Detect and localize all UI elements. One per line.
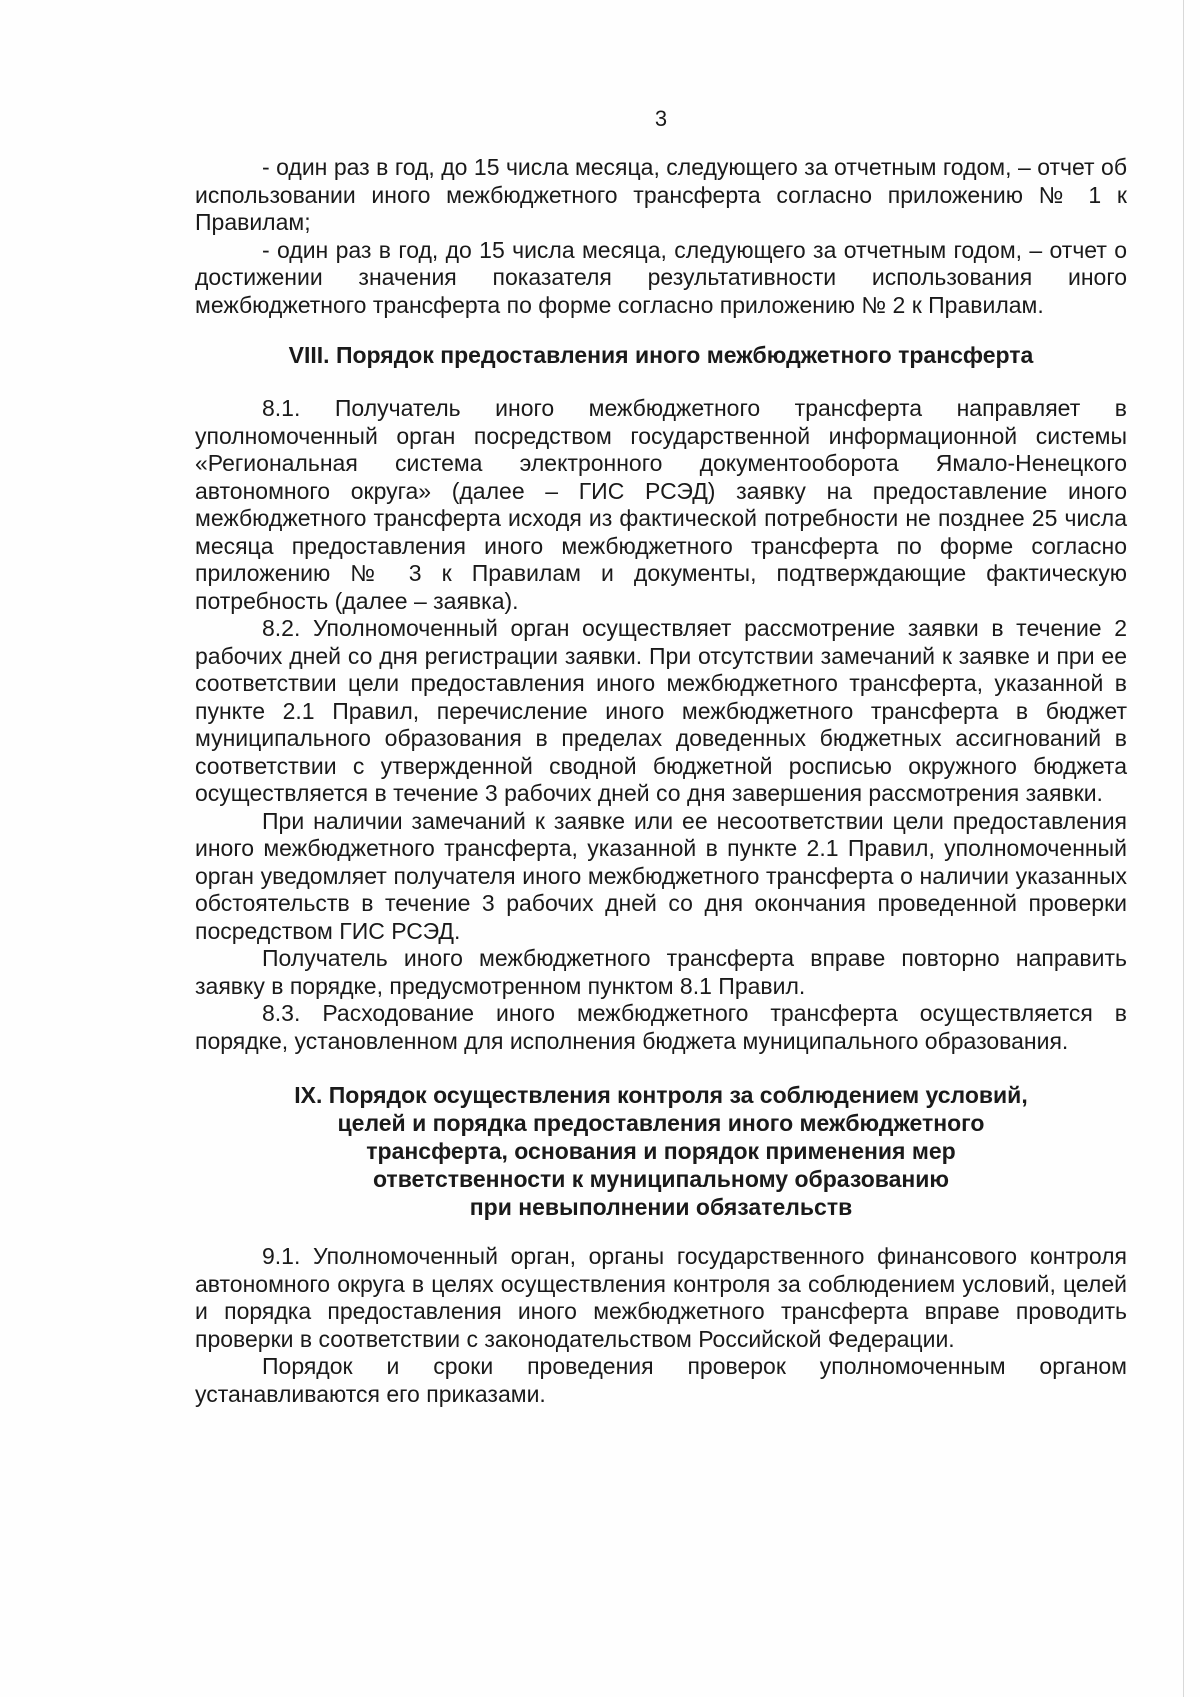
section-ix-heading-line: ответственности к муниципальному образованию — [372, 1166, 950, 1192]
paragraph-8-2: 8.2. Уполномоченный орган осуществляет рассмотрение заявки в течение 2 рабочих дней со дня регистрации заявки. При отсутствии замечаний к заявке и при ее соответствии цели предоставления иного межбюджетного трансферта, указанной в пункте 2.1 Правил, перечисление иного межбюджетного трансферта в бюджет муниципального образования в пределах доведенных бюджетных ассигнований в соответствии с утвержденной сводной бюджетной росписью окружного бюджета осуществляется в течение 3 рабочих дней со дня завершения рассмотрения заявки. — [195, 615, 1127, 806]
page-number: 3 — [654, 106, 668, 131]
paragraph-8-2-remarks: При наличии замечаний к заявке или ее несоответствии цели предоставления иного межбюджетного трансферта, указанной в пункте 2.1 Правил, уполномоченный орган уведомляет получателя иного межбюджетного трансферта о наличии указанных обстоятельств в течение 3 рабочих дней со дня окончания проведенной проверки посредством ГИС РСЭД. — [195, 807, 1127, 944]
section-ix-heading — [195, 1081, 1127, 1221]
paragraph-report-indicator: - один раз в год, до 15 числа месяца, следующего за отчетным годом, – отчет о достижении значения показателя результативности использования иного межбюджетного трансферта по форме согласно приложению № 2 к Правилам. — [195, 236, 1127, 318]
paragraph-8-1: 8.1. Получатель иного межбюджетного трансферта направляет в уполномоченный орган посредством государственной информационной системы «Региональная система электронного документооборота Ямало-Ненецкого автономного округа» (далее – ГИС РСЭД) заявку на предоставление иного межбюджетного трансферта исходя из фактической потребности не позднее 25 числа месяца предоставления иного межбюджетного трансферта по форме согласно приложению № 3 к Правилам и документы, подтверждающие фактическую потребность (далее – заявка). — [195, 395, 1127, 614]
document-body — [195, 154, 1127, 1408]
section-ix-heading-line: целей и порядка предоставления иного межбюджетного — [337, 1110, 985, 1136]
page-edge-divider — [1183, 0, 1184, 1697]
section-viii-heading: VIII. Порядок предоставления иного межбюджетного трансферта — [288, 342, 1034, 368]
section-ix-heading-line: при невыполнении обязательств — [469, 1194, 853, 1220]
paragraph-9-1-order: Порядок и сроки проведения проверок уполномоченным органом устанавливаются его приказами. — [195, 1353, 1127, 1407]
paragraph-report-usage: - один раз в год, до 15 числа месяца, следующего за отчетным годом, – отчет об использовании иного межбюджетного трансферта согласно приложению № 1 к Правилам; — [195, 154, 1127, 235]
paragraph-9-1: 9.1. Уполномоченный орган, органы государственного финансового контроля автономного округа в целях осуществления контроля за соблюдением условий, целей и порядка предоставления иного межбюджетного трансферта вправе проводить проверки в соответствии с законодательством Российской Федерации. — [195, 1243, 1127, 1352]
section-ix-heading-line: трансферта, основания и порядок применения мер — [366, 1138, 956, 1164]
section-ix-heading-line: IX. Порядок осуществления контроля за соблюдением условий, — [294, 1082, 1028, 1108]
paragraph-8-2-resubmit: Получатель иного межбюджетного трансферта вправе повторно направить заявку в порядке, предусмотренном пунктом 8.1 Правил. — [195, 945, 1127, 999]
paragraph-8-3: 8.3. Расходование иного межбюджетного трансферта осуществляется в порядке, установленном для исполнения бюджета муниципального образования. — [195, 1000, 1127, 1054]
